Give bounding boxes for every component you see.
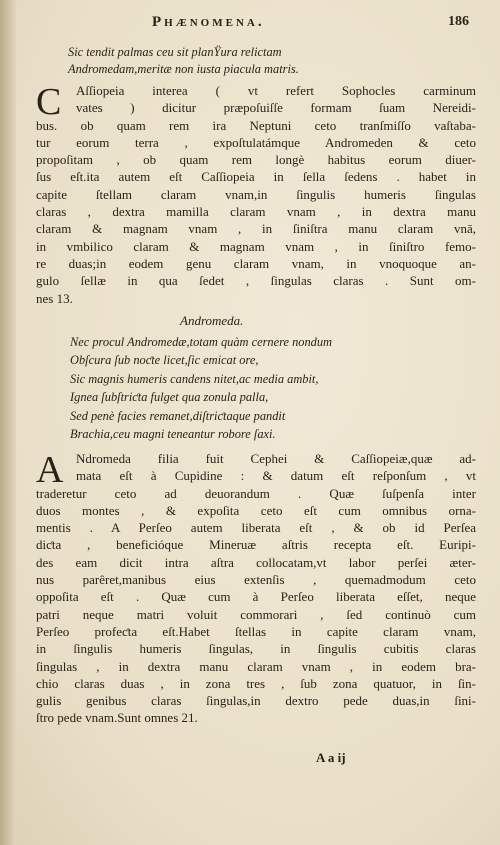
- page-gutter: [0, 0, 16, 845]
- prose-line: traderetur ceto ad deuorandum . Quæ ſuſpenſa inter: [36, 485, 476, 501]
- verse-line: Obſcura ſub noƈte licet,ſic emicat ore,: [70, 353, 259, 368]
- section-heading: Andromeda.: [180, 313, 244, 328]
- prose-line: re duas;in eodem genu claram vnam, in vnoquoque an-: [36, 255, 476, 271]
- prose-line: nes 13.: [36, 290, 73, 306]
- prose-line: gulo ſellæ in qua ſedet , ſingulas claras . Sunt om-: [36, 273, 476, 289]
- verse-line: Andromedam,meritæ non iusta piacula matris.: [68, 62, 299, 76]
- prose-line: propoſitam , ob quam rem longè habitus eorum diuer-: [36, 152, 476, 168]
- prose-line: gulis genibus claras ſingulas,in dextro pede duas,in ſini-: [36, 693, 476, 709]
- prose-line: in vmbilico claram & magnam vnam , in ſiniſtro femo-: [36, 238, 476, 254]
- verse-line: Sic tendit palmas ceu sit planŸura relictam: [68, 45, 282, 59]
- prose-line: bus. ob quam rem ira Neptuni ceto tranſmiſſo vaſtaba-: [36, 117, 476, 133]
- verse-line: Nec procul Andromedæ,totam quàm cernere nondum: [70, 335, 332, 349]
- prose-line: ſus eſt.ita autem eſt Caſſiopeia in ſella ſedens . habet in: [36, 169, 476, 185]
- prose-line: duos montes , & expoſita ceto eſt cum omnibus orna-: [36, 502, 476, 518]
- prose-line: mentis . A Perſeo autem liberata eſt , & ob id Perſea: [36, 520, 476, 536]
- prose-line: nus parêret,manibus eius extenſis , quemadmodum ceto: [36, 572, 476, 588]
- prose-line: Perſeo profeƈta eſt.Habet ſtellas in capite claram vnam,: [36, 623, 476, 639]
- drop-cap: C: [36, 81, 62, 123]
- verse-line: Sic magnis humeris candens nitet,ac media ambit,: [70, 371, 319, 386]
- prose-line: chio claras duas , in zona tres , ſub zona quatuor, in ſin-: [36, 675, 476, 691]
- prose-line: in ſingulis humeris ſingulas, in ſingulis cubitis claras: [36, 641, 476, 657]
- prose-line: diƈta , beneficióque Mineruæ aſtris recepta eſt. Euripi-: [36, 537, 476, 553]
- prose-line: Ndromeda filia fuit Cephei & Caſſiopeiæ,quæ ad-: [76, 451, 476, 466]
- prose-line: Aſſiopeia interea ( vt refert Sophocles carminum: [76, 83, 476, 98]
- prose-line: claram & magnam vnam , in ſiniſtra manu claram vnā,: [36, 221, 476, 237]
- prose-line: des eam dicit intra aſtra collocatam,vt labor perſei æter-: [36, 554, 476, 570]
- verse-line: Ignea ſubſtriƈta fulget qua zonula palla,: [70, 390, 269, 405]
- prose-line: mata eſt à Cupidine : & datum eſt reſponſum , vt: [76, 468, 476, 484]
- prose-line: ſtro pede vnam.Sunt omnes 21.: [36, 710, 198, 726]
- prose-line: claras , dextra mamilla claram vnam , in dextra manu: [36, 204, 476, 220]
- page-number: 186: [448, 14, 469, 29]
- prose-line: capite ſtellam claram vnam,in ſingulis humeris ſingulas: [36, 186, 476, 202]
- paragraph-andromeda: [36, 450, 476, 727]
- prose-line: tur eorum terra , expoſtulatámque Andromeden & ceto: [36, 134, 476, 150]
- signature-mark: A a ij: [316, 750, 346, 765]
- prose-line: ſingulas , in dextra manu claram vnam , in eodem bra-: [36, 658, 476, 674]
- prose-line: vates ) dicitur præpoſuiſſe formam ſuam Nereidi-: [76, 100, 476, 116]
- paragraph-cassiopeia: [36, 82, 476, 307]
- verse-line: Sed penè facies remanet,diſtriƈtaque pandit: [70, 408, 286, 423]
- verse-line: Brachia,ceu magni teneantur robore ſaxi.: [70, 427, 276, 442]
- prose-line: patri neque matri voluit commorari , ſed continuò cum: [36, 606, 476, 622]
- drop-cap: A: [36, 449, 64, 491]
- verse-top: [68, 44, 478, 78]
- verse-block: [70, 333, 480, 443]
- running-title: Phænomena.: [152, 14, 265, 30]
- prose-line: oppoſita eſt . Quæ cum à Perſeo liberata eſſet, neque: [36, 589, 476, 605]
- running-head: [0, 14, 500, 34]
